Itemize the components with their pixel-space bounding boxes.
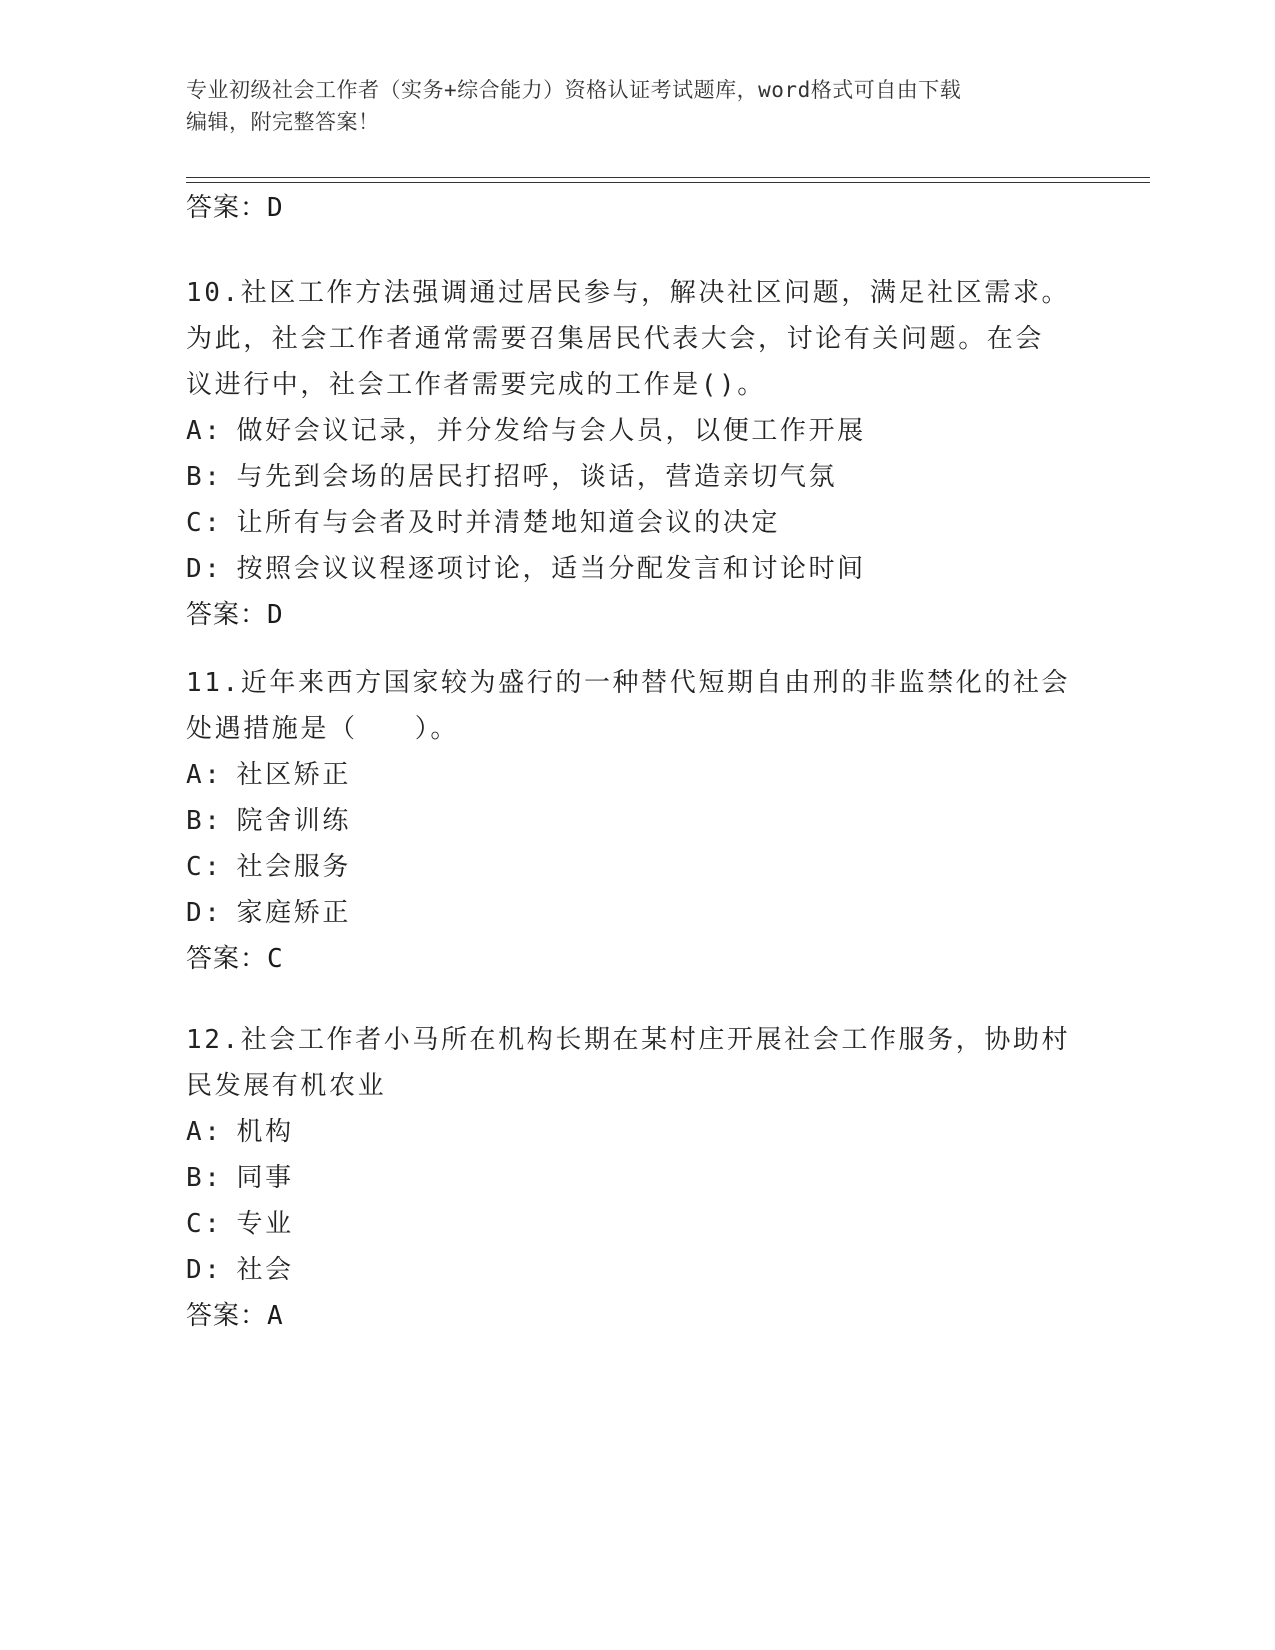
option-b	[186, 1155, 1086, 1201]
header-line-1: 专业初级社会工作者（实务+综合能力）资格认证考试题库，word格式可自由下载	[186, 78, 962, 102]
previous-question-answer: 答案：D	[186, 193, 284, 223]
option-text: 做好会议记录，并分发给与会人员，以便工作开展	[236, 416, 866, 446]
option-d	[186, 546, 1086, 592]
question-stem-line: 为此，社会工作者通常需要召集居民代表大会，讨论有关问题。在会	[186, 324, 1045, 354]
header-divider-bottom	[186, 182, 1150, 183]
option-text: 社会	[236, 1255, 294, 1285]
option-letter: A:	[186, 416, 223, 446]
option-text: 社会服务	[236, 852, 351, 882]
option-a	[186, 752, 1086, 798]
option-letter: C:	[186, 852, 223, 882]
option-text: 家庭矫正	[236, 898, 351, 928]
question-stem	[186, 270, 1086, 408]
question-stem-line: 议进行中，社会工作者需要完成的工作是()。	[186, 370, 766, 400]
question-answer: 答案：D	[186, 600, 284, 630]
option-a	[186, 408, 1086, 454]
question-stem-line: 民发展有机农业	[186, 1071, 387, 1101]
question-stem-line: 处遇措施是（ ）。	[186, 714, 460, 744]
option-text: 与先到会场的居民打招呼，谈话，营造亲切气氛	[236, 462, 838, 492]
question-stem	[186, 660, 1086, 752]
option-b	[186, 798, 1086, 844]
document-header	[186, 74, 1086, 138]
option-letter: D:	[186, 1255, 223, 1285]
option-text: 院舍训练	[236, 806, 351, 836]
question-10	[186, 270, 1086, 638]
header-divider-top	[186, 177, 1150, 178]
option-d	[186, 1247, 1086, 1293]
option-text: 社区矫正	[236, 760, 351, 790]
question-stem-line: 10.社区工作方法强调通过居民参与，解决社区问题，满足社区需求。	[186, 278, 1071, 308]
option-c	[186, 500, 1086, 546]
option-letter: B:	[186, 1163, 223, 1193]
option-c	[186, 1201, 1086, 1247]
question-12	[186, 1017, 1086, 1339]
option-letter: C:	[186, 1209, 223, 1239]
option-letter: D:	[186, 554, 223, 584]
option-letter: D:	[186, 898, 223, 928]
question-stem	[186, 1017, 1086, 1109]
option-a	[186, 1109, 1086, 1155]
option-letter: C:	[186, 508, 223, 538]
question-answer: 答案：A	[186, 1301, 284, 1331]
option-letter: A:	[186, 1117, 223, 1147]
question-11	[186, 660, 1086, 982]
option-b	[186, 454, 1086, 500]
question-answer: 答案：C	[186, 944, 284, 974]
option-text: 机构	[236, 1117, 294, 1147]
header-line-2: 编辑，附完整答案！	[186, 110, 380, 134]
option-letter: A:	[186, 760, 223, 790]
option-text: 专业	[236, 1209, 294, 1239]
option-text: 按照会议议程逐项讨论，适当分配发言和讨论时间	[236, 554, 866, 584]
option-letter: B:	[186, 462, 223, 492]
option-letter: B:	[186, 806, 223, 836]
question-stem-line: 11.近年来西方国家较为盛行的一种替代短期自由刑的非监禁化的社会	[186, 668, 1071, 698]
option-c	[186, 844, 1086, 890]
option-text: 让所有与会者及时并清楚地知道会议的决定	[236, 508, 780, 538]
option-d	[186, 890, 1086, 936]
question-stem-line: 12.社会工作者小马所在机构长期在某村庄开展社会工作服务，协助村	[186, 1025, 1071, 1055]
option-text: 同事	[236, 1163, 294, 1193]
